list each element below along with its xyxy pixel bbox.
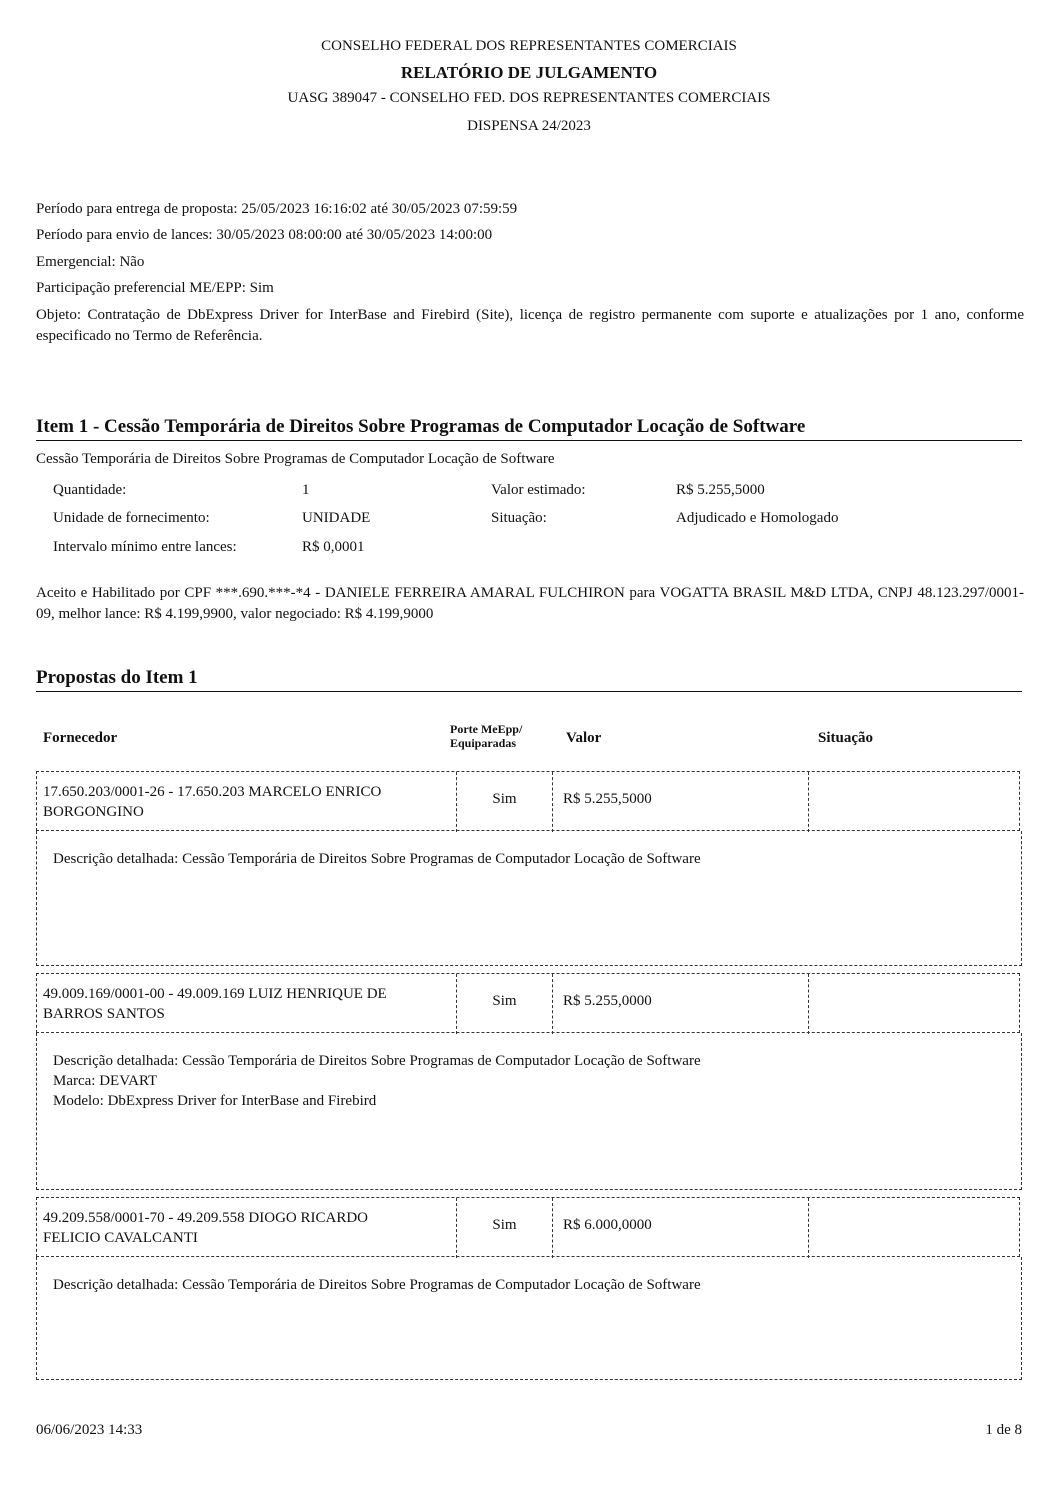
- unidade-value: UNIDADE: [302, 510, 371, 526]
- participacao-preferencial: Participação preferencial ME/EPP: Sim: [36, 280, 274, 296]
- item-title: Item 1 - Cessão Temporária de Direitos Sobre Programas de Computador Locação de Software: [36, 416, 1022, 441]
- col-porte: [450, 722, 522, 750]
- situacao-label: Situação:: [491, 510, 547, 526]
- col-situacao: Situação: [818, 730, 874, 746]
- proposal-row: [36, 1197, 1022, 1380]
- footer-page-number: 1 de 8: [985, 1422, 1022, 1438]
- proposal-valor: R$ 5.255,0000: [553, 974, 809, 1034]
- propostas-title: Propostas do Item 1: [36, 667, 1022, 692]
- proposal-summary: [36, 973, 1020, 1033]
- proposal-situacao: [809, 974, 1021, 1034]
- proposal-description-box: [36, 1257, 1022, 1380]
- col-porte-line1: Porte MeEpp/: [450, 722, 523, 736]
- modelo: Modelo: DbExpress Driver for InterBase and Firebird: [53, 1093, 377, 1109]
- periodo-proposta: Período para entrega de proposta: 25/05/2023 16:16:02 até 30/05/2023 07:59:59: [36, 201, 518, 217]
- situacao-value: Adjudicado e Homologado: [676, 510, 839, 526]
- col-porte-line2: Equiparadas: [450, 736, 517, 750]
- fornecedor-line2: FELICIO CAVALCANTI: [43, 1230, 198, 1246]
- organization-name: CONSELHO FEDERAL DOS REPRESENTANTES COMERCIAIS: [321, 38, 737, 54]
- proposal-description-box: [36, 1033, 1022, 1190]
- fornecedor-line1: 49.009.169/0001-00 - 49.009.169 LUIZ HENRIQUE DE: [43, 986, 387, 1002]
- proposal-valor: R$ 6.000,0000: [553, 1198, 809, 1258]
- uasg-line: UASG 389047 - CONSELHO FED. DOS REPRESENTANTES COMERCIAIS: [287, 90, 771, 106]
- valor-estimado-value: R$ 5.255,5000: [676, 482, 765, 498]
- proposal-summary: [36, 771, 1020, 831]
- proposal-fornecedor: [37, 1198, 457, 1258]
- proposal-fornecedor: [37, 772, 457, 832]
- proposal-porte: Sim: [457, 974, 553, 1034]
- proposal-valor: R$ 5.255,5000: [553, 772, 809, 832]
- intervalo-label: Intervalo mínimo entre lances:: [53, 539, 237, 555]
- intervalo-value: R$ 0,0001: [302, 539, 365, 555]
- unidade-label: Unidade de fornecimento:: [53, 510, 210, 526]
- proposal-porte: Sim: [457, 1198, 553, 1258]
- proposal-row: [36, 771, 1022, 966]
- item-description: Cessão Temporária de Direitos Sobre Programas de Computador Locação de Software: [36, 451, 555, 467]
- footer-datetime: 06/06/2023 14:33: [36, 1422, 143, 1438]
- descricao-detalhada: Descrição detalhada: Cessão Temporária de Direitos Sobre Programas de Computador Locação de Software: [53, 851, 701, 867]
- col-fornecedor: Fornecedor: [43, 730, 118, 746]
- periodo-lances: Período para envio de lances: 30/05/2023 08:00:00 até 30/05/2023 14:00:00: [36, 227, 493, 243]
- quantidade-value: 1: [302, 482, 310, 498]
- valor-estimado-label: Valor estimado:: [491, 482, 586, 498]
- proposal-summary: [36, 1197, 1020, 1257]
- proposal-description: [53, 1275, 701, 1295]
- proposal-description: [53, 1051, 701, 1111]
- proposal-situacao: [809, 1198, 1021, 1258]
- proposal-porte: Sim: [457, 772, 553, 832]
- report-title: RELATÓRIO DE JULGAMENTO: [400, 63, 658, 82]
- proposal-description: [53, 849, 701, 869]
- fornecedor-line2: BORGONGINO: [43, 804, 144, 820]
- dispensa-line: DISPENSA 24/2023: [467, 118, 591, 134]
- emergencial: Emergencial: Não: [36, 254, 145, 270]
- proposal-fornecedor: [37, 974, 457, 1034]
- quantidade-label: Quantidade:: [53, 482, 127, 498]
- descricao-detalhada: Descrição detalhada: Cessão Temporária de Direitos Sobre Programas de Computador Locação de Software: [53, 1053, 701, 1069]
- proposal-row: [36, 973, 1022, 1190]
- objeto: Objeto: Contratação de DbExpress Driver for InterBase and Firebird (Site), licença de registro permanente com suporte e atualizações por 1 ano, conforme especificado no Termo de Referência.: [36, 307, 1024, 344]
- marca: Marca: DEVART: [53, 1073, 158, 1089]
- fornecedor-line1: 17.650.203/0001-26 - 17.650.203 MARCELO ENRICO: [43, 784, 382, 800]
- fornecedor-line2: BARROS SANTOS: [43, 1006, 165, 1022]
- descricao-detalhada: Descrição detalhada: Cessão Temporária de Direitos Sobre Programas de Computador Locação de Software: [53, 1277, 701, 1293]
- proposal-situacao: [809, 772, 1021, 832]
- fornecedor-line1: 49.209.558/0001-70 - 49.209.558 DIOGO RICARDO: [43, 1210, 368, 1226]
- proposal-description-box: [36, 831, 1022, 966]
- col-valor: Valor: [566, 730, 602, 746]
- aceito-habilitado: Aceito e Habilitado por CPF ***.690.***-*4 - DANIELE FERREIRA AMARAL FULCHIRON para VOGATTA BRASIL M&D LTDA, CNPJ 48.123.297/0001-09, melhor lance: R$ 4.199,9900, valor negociado: R$ 4.199,9000: [36, 585, 1024, 622]
